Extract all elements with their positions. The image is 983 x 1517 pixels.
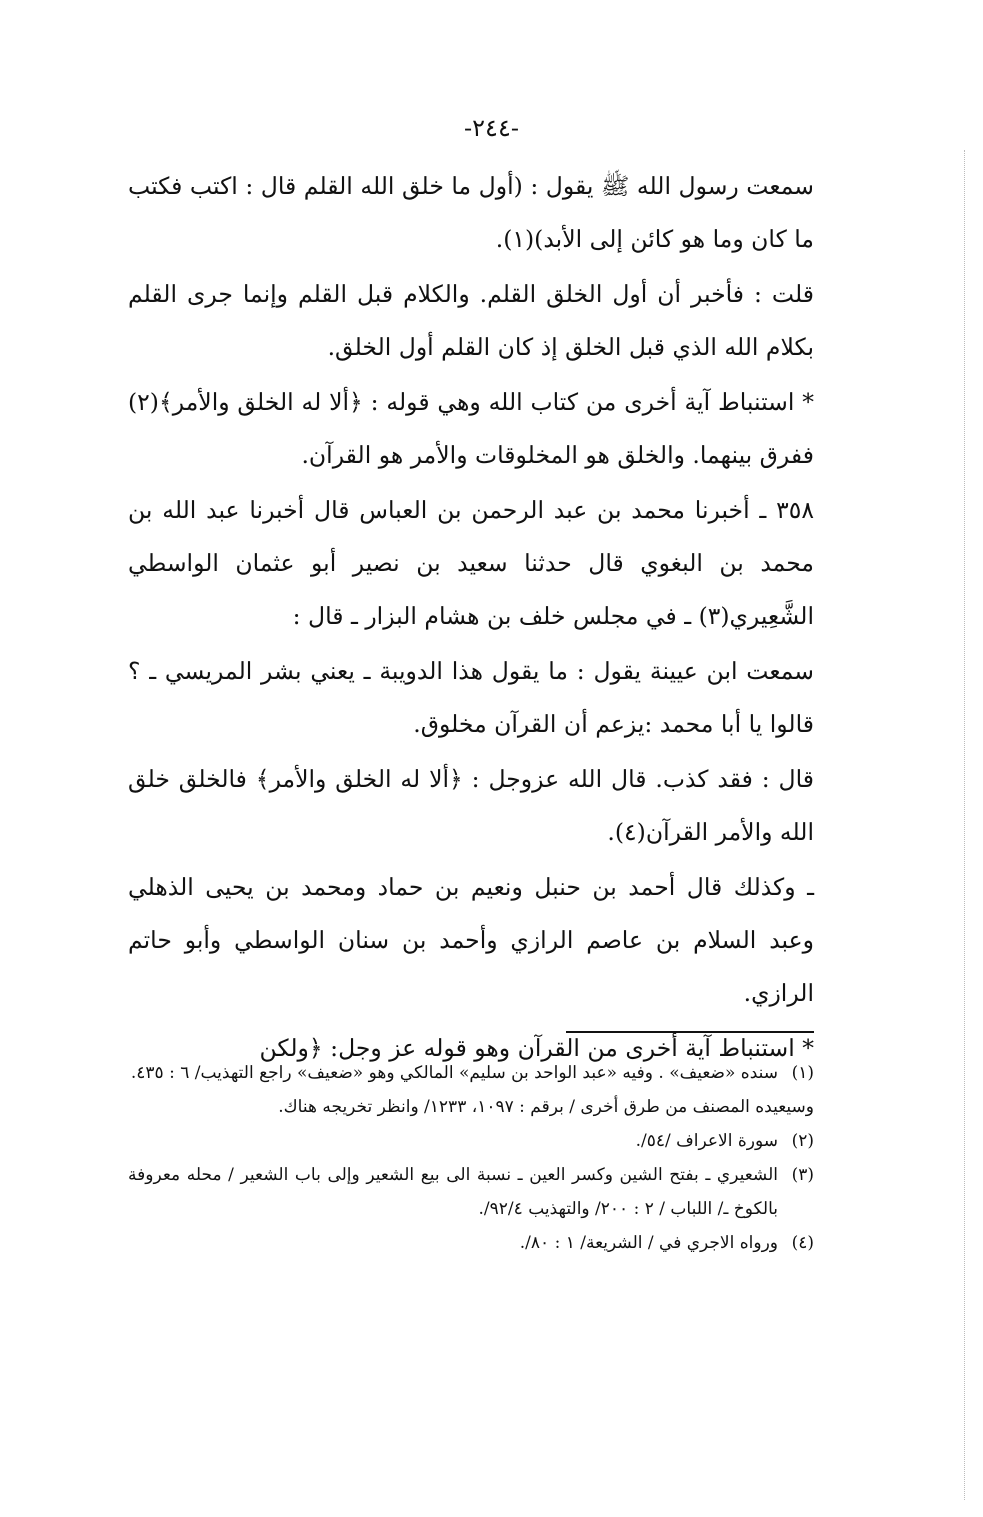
footnote-1 (128, 1056, 814, 1090)
footnote-4 (128, 1226, 814, 1260)
paragraph-scholars: ـ وكذلك قال أحمد بن حنبل ونعيم بن حماد ومحمد بن يحيى الذهلي وعبد السلام بن عاصم الرازي وأحمد بن سنان الواسطي وأبو حاتم الرازي. (128, 873, 814, 1007)
paragraph-commentary: قلت : فأخبر أن أول الخلق القلم. والكلام قبل القلم وإنما جرى القلم بكلام الله الذي قبل الخلق إذ كان القلم أول الخلق. (128, 280, 814, 361)
paragraph-hadith-qalam: سمعت رسول الله ﷺ يقول : (أول ما خلق الله القلم قال : اكتب فكتب ما كان وما هو كائن إلى الأبد)(١). (128, 172, 814, 253)
paragraph-ibn-uyayna: سمعت ابن عيينة يقول : ما يقول هذا الدويبة ـ يعني بشر المريسي ـ ؟ قالوا يا أبا محمد :يزعم أن القرآن مخلوق. (128, 657, 814, 738)
paragraph-istinbat-2: * استنباط آية أخرى من القرآن وهو قوله عز وجل: ﴿ولكن (259, 1034, 814, 1062)
page-number: -٢٤٤- (464, 114, 519, 142)
footnote-text: الشعيري ـ بفتح الشين وكسر العين ـ نسبة الى بيع الشعير وإلى باب الشعير / محله معروفة بالكوخ ـ/ اللباب / ٢ : ٢٠٠/ والتهذيب ٩٢/٤/. (128, 1165, 778, 1219)
footnote-number: (٤) (791, 1233, 814, 1253)
footnote-2 (128, 1124, 814, 1158)
footnote-text: ورواه الاجري في / الشريعة/ ١ : ٨٠/. (519, 1233, 778, 1253)
main-text (128, 160, 814, 1077)
footnote-number: (٢) (791, 1131, 814, 1151)
footnote-text: سورة الاعراف /٥٤/. (635, 1131, 778, 1151)
paragraph-istinbat-1: * استنباط آية أخرى من كتاب الله وهي قوله : ﴿ألا له الخلق والأمر﴾(٢) ففرق بينهما. والخلق هو المخلوقات والأمر هو القرآن. (128, 388, 814, 469)
footnote-separator (566, 1031, 814, 1033)
footnote-number: (١) (791, 1063, 814, 1083)
paragraph-qal-kadhab: قال : فقد كذب. قال الله عزوجل : ﴿ألا له الخلق والأمر﴾ فالخلق خلق الله والأمر القرآن(٤). (128, 765, 814, 846)
footnote-text: سنده «ضعيف» . وفيه «عبد الواحد بن سليم» المالكي وهو «ضعيف» راجع التهذيب/ ٦ : ٤٣٥. (130, 1063, 778, 1083)
footnote-number: (٣) (791, 1165, 814, 1185)
footnote-1-continuation: وسيعيده المصنف من طرق أخرى / برقم : ١٠٩٧، ١٢٣٣/ وانظر تخريجه هناك. (278, 1097, 814, 1117)
footnote-3 (128, 1158, 814, 1226)
paragraph-narration-358: ٣٥٨ ـ أخبرنا محمد بن عبد الرحمن بن العباس قال أخبرنا عبد الله بن محمد بن البغوي قال حدثنا سعيد بن نصير أبو عثمان الواسطي الشَّعِيري(٣) ـ في مجلس خلف بن هشام البزار ـ قال : (128, 496, 814, 630)
scan-edge-line (964, 150, 965, 1500)
footnotes (128, 1056, 814, 1260)
